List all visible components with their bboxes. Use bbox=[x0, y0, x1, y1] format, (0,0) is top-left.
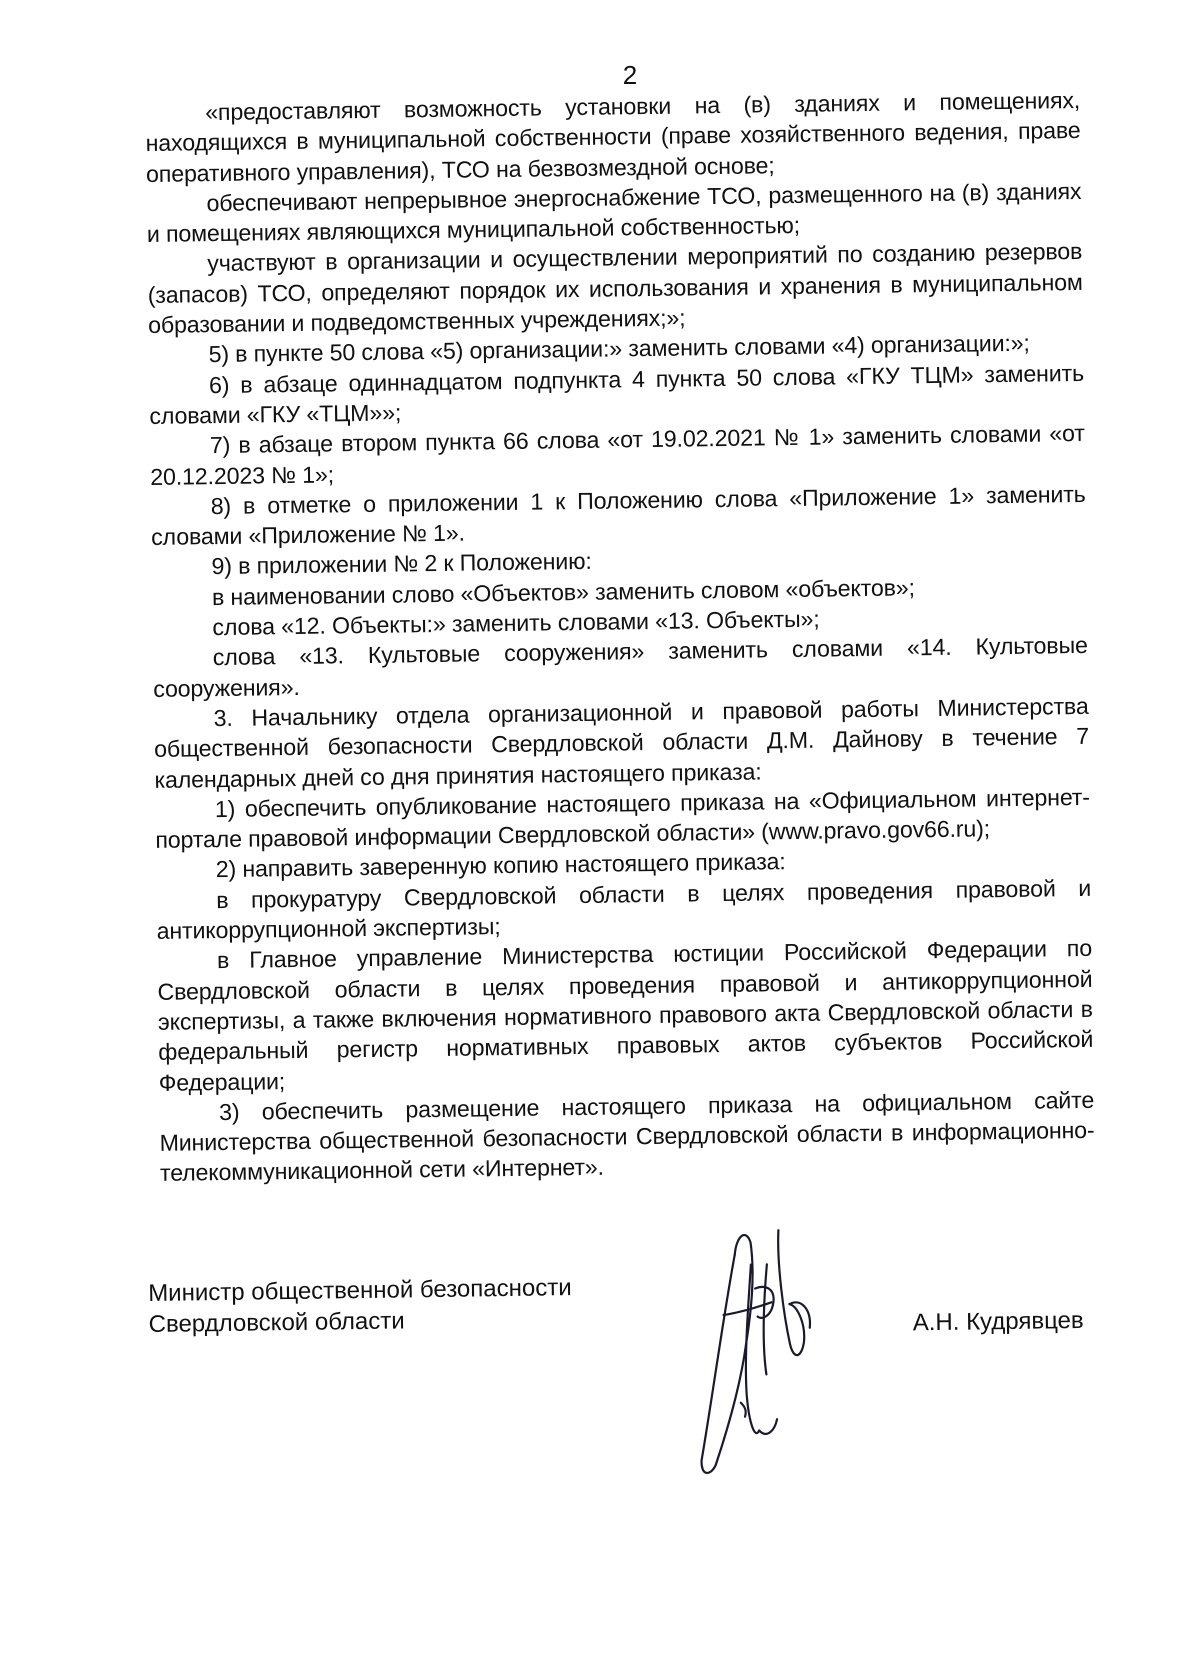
paragraph: в прокуратуру Свердловской области в целях проведения правовой и антикоррупционной экспертизы; bbox=[156, 874, 1092, 944]
paragraph: в наименовании слово «Объектов» заменить словом «объектов»; bbox=[211, 574, 916, 610]
paragraph: «предоставляют возможность установки на (в) зданиях и помещениях, находящихся в муниципальной собственности (праве хозяйственного ведения, праве оперативного управления), ТСО на безвозмездной основе; bbox=[145, 86, 1081, 187]
signatory-name: А.Н. Кудрявцев bbox=[912, 1306, 1084, 1337]
signatory-title-line: Министр общественной безопасности bbox=[148, 1274, 572, 1307]
paragraph: слова «13. Культовые сооружения» заменить словами «14. Культовые сооружения». bbox=[153, 632, 1088, 702]
paragraph: 8) в отметке о приложении 1 к Положению слова «Приложение 1» заменить словами «Приложение № 1». bbox=[150, 480, 1086, 551]
handwritten-signature bbox=[692, 1223, 836, 1485]
paragraph: 5) в пункте 50 слова «5) организации:» заменить словами «4) организации:»; bbox=[208, 330, 1030, 368]
paragraph: обеспечивают непрерывное энергоснабжение ТСО, размещенного на (в) зданиях и помещениях являющихся муниципальной собственностью; bbox=[146, 177, 1082, 248]
signatory-title bbox=[148, 1272, 572, 1340]
paragraph: 3) обеспечить размещение настоящего приказа на официальном сайте Министерства общественной безопасности Свердловской области в информационно-телекоммуникационной сети «Интернет». bbox=[159, 1086, 1095, 1187]
signature-block bbox=[148, 1265, 1087, 1578]
paragraph: 7) в абзаце втором пункта 66 слова «от 19.02.2021 № 1» заменить словами «от 20.12.2023 № 1»; bbox=[150, 420, 1085, 490]
signatory-title-line: Свердловской области bbox=[148, 1307, 405, 1338]
paragraph: в Главное управление Министерства юстиции Российской Федерации по Свердловской области в целях проведения правовой и антикоррупционной экспертизы, а также включения нормативного правового акта Свердловской области в федеральный регистр нормативных правовых актов субъектов Российской Федерации; bbox=[157, 935, 1094, 1096]
page-number: 2 bbox=[622, 60, 638, 90]
paragraph: слова «12. Объекты:» заменить словами «13. Объекты»; bbox=[212, 605, 820, 641]
paragraph: участвуют в организации и осуществлении мероприятий по созданию резервов (запасов) ТСО, определяют порядок их использования и хранения в муниципальном образовании и подведомственных учреждениях;»; bbox=[147, 238, 1083, 339]
paragraph: 6) в абзаце одиннадцатом подпункта 4 пункта 50 слова «ГКУ ТЦМ» заменить словами «ГКУ «ТЦМ»»; bbox=[149, 359, 1085, 429]
body-text bbox=[145, 85, 1095, 1189]
paragraph: 1) обеспечить опубликование настоящего приказа на «Официальном интернет-портале правовой информации Свердловской области» (www.pravo.gov66.ru); bbox=[155, 783, 1091, 854]
paragraph: 3. Начальнику отдела организационной и правовой работы Министерства общественной безопасности Свердловской области Д.М. Дайнову в течение 7 календарных дней со дня принятия настоящего приказа: bbox=[153, 692, 1090, 793]
paragraph: 9) в приложении № 2 к Положению: bbox=[211, 548, 592, 580]
paragraph: 2) направить заверенную копию настоящего приказа: bbox=[215, 848, 786, 883]
